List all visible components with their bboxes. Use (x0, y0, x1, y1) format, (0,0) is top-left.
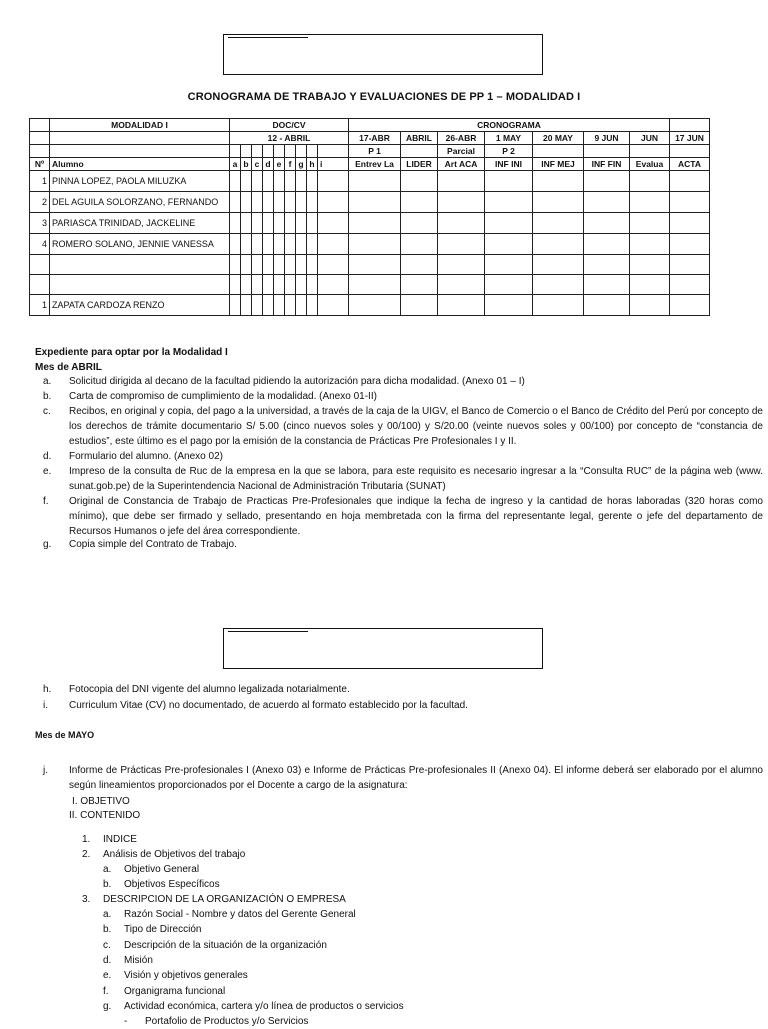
task-header: Entrev La (349, 158, 401, 171)
empty-cell (296, 255, 307, 275)
table-row (30, 234, 710, 255)
empty-cell (533, 171, 584, 192)
outline-item: Portafolio de Productos y/o Servicios (145, 1016, 309, 1027)
empty-cell (263, 171, 274, 192)
abril-header: 12 - ABRIL (230, 132, 349, 145)
mes-mayo-heading: Mes de MAYO (35, 730, 95, 740)
empty-cell (584, 255, 630, 275)
outline-item: INDICE (103, 834, 137, 845)
empty-cell (241, 213, 252, 234)
outline-marker: 3. (82, 894, 91, 905)
empty-cell (307, 255, 318, 275)
empty-cell (296, 295, 307, 316)
empty-cell (670, 234, 710, 255)
table-row (30, 295, 710, 316)
empty-cell (263, 275, 274, 295)
student-name: ZAPATA CARDOZA RENZO (50, 295, 230, 316)
page-title: CRONOGRAMA DE TRABAJO Y EVALUACIONES DE PP 1 – MODALIDAD I (187, 91, 581, 103)
empty-cell (263, 234, 274, 255)
outline-marker: c. (103, 940, 111, 951)
student-number (30, 255, 50, 275)
date-cell: JUN (630, 132, 670, 145)
empty-cell (263, 192, 274, 213)
empty-cell (252, 213, 263, 234)
item-letter: i. (43, 700, 48, 711)
empty-cell (252, 234, 263, 255)
expediente-heading: Expediente para optar por la Modalidad I (35, 347, 228, 358)
empty-cell (485, 295, 533, 316)
empty-cell (252, 255, 263, 275)
table-row (30, 171, 710, 192)
empty-cell (285, 213, 296, 234)
empty-cell (485, 192, 533, 213)
empty-cell (533, 275, 584, 295)
outline-marker: e. (103, 970, 112, 981)
item-letter: h. (43, 684, 52, 695)
empty-cell (318, 234, 349, 255)
item-letter: a. (43, 376, 52, 387)
requirement-h: Fotocopia del DNI vigente del alumno legalizada notarialmente. (69, 684, 350, 695)
empty-cell (584, 275, 630, 295)
empty-cell (296, 275, 307, 295)
requirement-c: Recibos, en original y copia, del pago a la universidad, a través de la caja de la UIGV, el Banco de Comercio o el Banco de Crédito del Perú por concepto de los derechos de trámite documentario S/ 5.00 (cinco nuevos soles y 00/100) y S/20.00 (veinte nuevos soles y 00/100) por concepto de “constancia de estudios”, este último es el pago por la emisión de la constancia de Prácticas Pre Profesionales I y II. (69, 406, 763, 447)
item-letter: e. (43, 466, 52, 477)
item-letter: b. (43, 391, 52, 402)
date-cell: ABRIL (401, 132, 438, 145)
empty-cell (630, 275, 670, 295)
empty-cell (318, 171, 349, 192)
contenido-heading: II. CONTENIDO (69, 810, 141, 821)
empty-cell (670, 255, 710, 275)
task-header: INF FIN (584, 158, 630, 171)
item-letter: f. (43, 496, 49, 507)
empty-cell (318, 295, 349, 316)
table-row (30, 213, 710, 234)
outline-item: DESCRIPCION DE LA ORGANIZACIÓN O EMPRESA (103, 894, 346, 905)
item-letter: g. (43, 539, 52, 550)
doc-letter: c (252, 158, 263, 171)
doc-letter: h (307, 158, 318, 171)
empty-cell (252, 192, 263, 213)
empty-cell (533, 234, 584, 255)
parcial-label: Parcial (438, 145, 485, 158)
empty-cell (438, 192, 485, 213)
doc-letter: i (318, 158, 349, 171)
empty-cell (274, 234, 285, 255)
task-header: LIDER (401, 158, 438, 171)
empty-cell (296, 213, 307, 234)
date-cell: 20 MAY (533, 132, 584, 145)
outline-marker: 2. (82, 849, 91, 860)
doc-letter: d (263, 158, 274, 171)
empty-cell (241, 295, 252, 316)
empty-cell (349, 255, 401, 275)
date-cell: 17-ABR (349, 132, 401, 145)
modalidad-header: MODALIDAD I (50, 119, 230, 132)
empty-cell (285, 295, 296, 316)
date-cell: 9 JUN (584, 132, 630, 145)
empty-cell (274, 295, 285, 316)
p2-label: P 2 (485, 145, 533, 158)
empty-cell (349, 171, 401, 192)
student-number: 4 (30, 234, 50, 255)
outline-item: Descripción de la situación de la organización (124, 940, 327, 951)
task-header: INF INI (485, 158, 533, 171)
empty-cell (241, 275, 252, 295)
empty-cell (438, 255, 485, 275)
empty-cell (630, 192, 670, 213)
task-header: Evalua (630, 158, 670, 171)
outline-marker: - (124, 1016, 128, 1027)
outline-item: Visión y objetivos generales (124, 970, 248, 981)
outline-marker: 1. (82, 834, 91, 845)
empty-cell (274, 192, 285, 213)
empty-cell (485, 213, 533, 234)
objetivo-heading: I. OBJETIVO (72, 796, 130, 807)
student-name: PINNA LOPEZ, PAOLA MILUZKA (50, 171, 230, 192)
empty-cell (401, 171, 438, 192)
empty-cell (485, 171, 533, 192)
empty-cell (285, 234, 296, 255)
empty-cell (349, 234, 401, 255)
empty-cell (533, 295, 584, 316)
empty-cell (401, 255, 438, 275)
empty-cell (230, 275, 241, 295)
student-name: ROMERO SOLANO, JENNIE VANESSA (50, 234, 230, 255)
date-cell: 1 MAY (485, 132, 533, 145)
student-number: 1 (30, 171, 50, 192)
empty-cell (285, 275, 296, 295)
cronograma-header: CRONOGRAMA (349, 119, 670, 132)
empty-cell (241, 255, 252, 275)
doc-letter: f (285, 158, 296, 171)
empty-cell (630, 171, 670, 192)
empty-cell (584, 171, 630, 192)
empty-cell (307, 171, 318, 192)
empty-cell (241, 192, 252, 213)
requirement-g: Copia simple del Contrato de Trabajo. (69, 539, 237, 550)
outline-item: Análisis de Objetivos del trabajo (103, 849, 246, 860)
outline-item: Actividad económica, cartera y/o línea de productos o servicios (124, 1001, 404, 1012)
num-header: Nº (30, 158, 50, 171)
outline-item: Objetivos Específicos (124, 879, 220, 890)
empty-cell (349, 213, 401, 234)
student-name: DEL AGUILA SOLORZANO, FERNANDO (50, 192, 230, 213)
empty-cell (307, 234, 318, 255)
outline-item: Organigrama funcional (124, 986, 226, 997)
empty-cell (349, 295, 401, 316)
empty-cell (630, 213, 670, 234)
empty-cell (296, 171, 307, 192)
empty-cell (438, 275, 485, 295)
empty-cell (230, 295, 241, 316)
requirement-b: Carta de compromiso de cumplimiento de la modalidad. (Anexo 01-II) (69, 391, 377, 402)
empty-cell (263, 255, 274, 275)
empty-cell (318, 255, 349, 275)
empty-cell (274, 255, 285, 275)
empty-cell (285, 255, 296, 275)
empty-cell (584, 295, 630, 316)
student-name: PARIASCA TRINIDAD, JACKELINE (50, 213, 230, 234)
empty-cell (438, 213, 485, 234)
empty-cell (285, 171, 296, 192)
schedule-table (29, 118, 710, 316)
empty-cell (584, 234, 630, 255)
empty-cell (296, 234, 307, 255)
header-box (223, 34, 543, 75)
empty-cell (584, 213, 630, 234)
empty-cell (230, 234, 241, 255)
empty-cell (485, 275, 533, 295)
outline-marker: a. (103, 864, 112, 875)
empty-cell (349, 192, 401, 213)
doc-letter: b (241, 158, 252, 171)
doc-letter: g (296, 158, 307, 171)
empty-cell (285, 192, 296, 213)
student-number: 2 (30, 192, 50, 213)
item-letter: d. (43, 451, 52, 462)
task-header: ACTA (670, 158, 710, 171)
outline-marker: a. (103, 909, 112, 920)
empty-cell (533, 213, 584, 234)
task-header: INF MEJ (533, 158, 584, 171)
empty-cell (274, 171, 285, 192)
empty-cell (630, 255, 670, 275)
student-number: 3 (30, 213, 50, 234)
empty-cell (241, 171, 252, 192)
empty-cell (318, 275, 349, 295)
empty-cell (401, 213, 438, 234)
empty-cell (296, 192, 307, 213)
empty-cell (263, 213, 274, 234)
task-header: Art ACA (438, 158, 485, 171)
empty-cell (401, 192, 438, 213)
empty-cell (401, 295, 438, 316)
outline-item: Razón Social - Nombre y datos del Gerente General (124, 909, 356, 920)
empty-cell (438, 171, 485, 192)
empty-cell (307, 213, 318, 234)
empty-cell (584, 192, 630, 213)
empty-cell (533, 255, 584, 275)
empty-cell (307, 192, 318, 213)
empty-cell (630, 234, 670, 255)
empty-cell (349, 275, 401, 295)
empty-cell (318, 192, 349, 213)
empty-cell (230, 171, 241, 192)
requirement-e: Impreso de la consulta de Ruc de la empresa en la que se labora, para este requisito es necesario ingresar a la “Consulta RUC” de la página web (www. sunat.gob.pe) de la Superintendencia Nacional de Administración Tributaria (SUNAT) (69, 466, 763, 492)
empty-cell (274, 213, 285, 234)
empty-cell (263, 295, 274, 316)
student-number: 1 (30, 295, 50, 316)
empty-cell (252, 295, 263, 316)
empty-cell (670, 295, 710, 316)
empty-cell (485, 234, 533, 255)
empty-cell (438, 295, 485, 316)
outline-marker: d. (103, 955, 112, 966)
empty-cell (401, 275, 438, 295)
outline-marker: g. (103, 1001, 112, 1012)
empty-cell (274, 275, 285, 295)
outline-marker: f. (103, 986, 109, 997)
empty-cell (252, 171, 263, 192)
alumno-header: Alumno (50, 158, 230, 171)
outline-marker: b. (103, 924, 112, 935)
empty-cell (533, 192, 584, 213)
item-letter: c. (43, 406, 51, 417)
table-row (30, 192, 710, 213)
date-cell: 17 JUN (670, 132, 710, 145)
table-row (30, 255, 710, 275)
requirement-i: Curriculum Vitae (CV) no documentado, de acuerdo al formato establecido por la facultad. (69, 700, 468, 711)
doccv-header: DOC/CV (230, 119, 349, 132)
outline-item: Tipo de Dirección (124, 924, 202, 935)
empty-cell (230, 213, 241, 234)
student-name (50, 275, 230, 295)
outline-marker: b. (103, 879, 112, 890)
requirement-f: Original de Constancia de Trabajo de Practicas Pre-Profesionales que indique la fecha de ingreso y la cantidad de horas laboradas (320 horas como mínimo), que debe ser firmado y sellado, presentando en hoja membretada con la firma del representante legal, gerente o jefe del departamento de Recursos Humanos o jefe del área correspondiente. (69, 496, 763, 537)
empty-cell (630, 295, 670, 316)
student-number (30, 275, 50, 295)
empty-cell (318, 213, 349, 234)
empty-cell (307, 295, 318, 316)
empty-cell (485, 255, 533, 275)
student-name (50, 255, 230, 275)
empty-cell (230, 192, 241, 213)
p1-label: P 1 (349, 145, 401, 158)
empty-cell (438, 234, 485, 255)
outline-item: Misión (124, 955, 153, 966)
empty-cell (230, 255, 241, 275)
requirement-a: Solicitud dirigida al decano de la facultad pidiendo la autorización para dicha modalidad. (Anexo 01 – I) (69, 376, 525, 387)
empty-cell (670, 275, 710, 295)
table-row (30, 275, 710, 295)
empty-cell (670, 192, 710, 213)
mes-abril-heading: Mes de ABRIL (35, 362, 102, 373)
outline-item: Objetivo General (124, 864, 200, 875)
requirement-j: Informe de Prácticas Pre-profesionales I (Anexo 03) e Informe de Prácticas Pre-profesionales II (Anexo 04). El informe deberá ser elaborado por el alumno según lineamientos proporcionados por el Docente a cargo de la asignatura: (69, 765, 763, 791)
empty-cell (670, 171, 710, 192)
empty-cell (670, 213, 710, 234)
item-letter: j. (43, 765, 48, 776)
empty-cell (401, 234, 438, 255)
date-cell: 26-ABR (438, 132, 485, 145)
empty-cell (307, 275, 318, 295)
doc-letter: a (230, 158, 241, 171)
header-box (223, 628, 543, 669)
requirement-d: Formulario del alumno. (Anexo 02) (69, 451, 223, 462)
empty-cell (252, 275, 263, 295)
empty-cell (241, 234, 252, 255)
doc-letter: e (274, 158, 285, 171)
